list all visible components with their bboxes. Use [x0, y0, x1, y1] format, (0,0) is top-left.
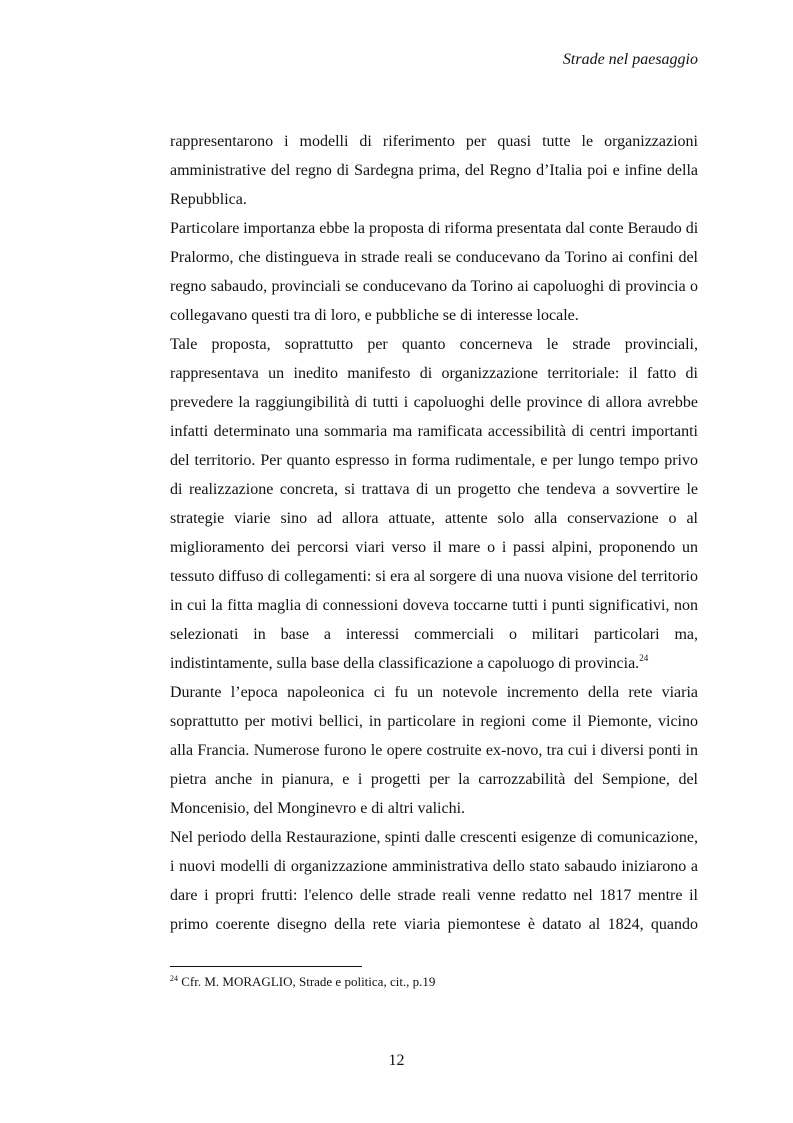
text-line: selezionati in base a interessi commerciali o militari particolari ma, — [170, 626, 698, 643]
text-line: in cui la fitta maglia di connessioni doveva toccarne tutti i punti significativi, non — [170, 597, 698, 614]
text-line: Repubblica. — [170, 191, 247, 208]
text-line: Durante l’epoca napoleonica ci fu un notevole incremento della rete viaria — [170, 684, 698, 701]
body-text — [170, 127, 698, 939]
text-line: amministrative del regno di Sardegna prima, del Regno d’Italia poi e infine della — [170, 162, 698, 179]
text-line: Tale proposta, soprattutto per quanto concerneva le strade provinciali, — [170, 336, 698, 353]
text-line: prevedere la raggiungibilità di tutti i capoluoghi delle province di allora avrebbe — [170, 394, 698, 411]
text-line: strategie viarie sino ad allora attuate, attente solo alla conservazione o al — [170, 510, 698, 527]
text-line: miglioramento dei percorsi viari verso il mare o i passi alpini, proponendo un — [170, 539, 698, 556]
text-line: pietra anche in pianura, e i progetti per la carrozzabilità del Sempione, del — [170, 771, 698, 788]
text-line: del territorio. Per quanto espresso in forma rudimentale, e per lungo tempo privo — [170, 452, 698, 469]
text-line: alla Francia. Numerose furono le opere costruite ex-novo, tra cui i diversi ponti in — [170, 742, 698, 759]
text-line: i nuovi modelli di organizzazione amministrativa dello stato sabaudo iniziarono a — [170, 858, 698, 875]
footnote — [170, 974, 435, 990]
text-line: collegavano questi tra di loro, e pubbliche se di interesse locale. — [170, 307, 579, 324]
text-line: primo coerente disegno della rete viaria piemontese è datato al 1824, quando — [170, 916, 698, 933]
text-line: Pralormo, che distingueva in strade reali se conducevano da Torino ai confini del — [170, 249, 698, 266]
text-line: dare i propri frutti: l'elenco delle strade reali venne redatto nel 1817 mentre il — [170, 887, 698, 904]
text-line: Moncenisio, del Monginevro e di altri valichi. — [170, 800, 466, 817]
text-line: rappresentava un inedito manifesto di organizzazione territoriale: il fatto di — [170, 365, 698, 382]
text-line: di realizzazione concreta, si trattava di un progetto che tendeva a sovvertire le — [170, 481, 698, 498]
text-line-with-footnote — [170, 649, 698, 678]
footnote-number: 24 — [170, 974, 178, 983]
page-number: 12 — [388, 1052, 405, 1069]
footnote-text: Cfr. M. MORAGLIO, Strade e politica, cit., p.19 — [178, 974, 436, 989]
text-line: rappresentarono i modelli di riferimento per quasi tutte le organizzazioni — [170, 133, 698, 150]
text-line: tessuto diffuso di collegamenti: si era al sorgere di una nuova visione del territorio — [170, 568, 698, 585]
text-line: regno sabaudo, provinciali se conducevano da Torino ai capoluoghi di provincia o — [170, 278, 698, 295]
text-line: indistintamente, sulla base della classificazione a capoluogo di provincia. — [170, 655, 640, 672]
text-line: Nel periodo della Restaurazione, spinti dalle crescenti esigenze di comunicazione, — [170, 829, 698, 846]
text-line: Particolare importanza ebbe la proposta di riforma presentata dal conte Beraudo di — [170, 220, 699, 237]
footnote-divider — [170, 966, 362, 967]
footnote-reference[interactable]: 24 — [639, 653, 649, 663]
text-line: infatti determinato una sommaria ma ramificata accessibilità di centri importanti — [170, 423, 698, 440]
running-header: Strade nel paesaggio — [562, 51, 698, 68]
text-line: soprattutto per motivi bellici, in particolare in regioni come il Piemonte, vicino — [170, 713, 698, 730]
